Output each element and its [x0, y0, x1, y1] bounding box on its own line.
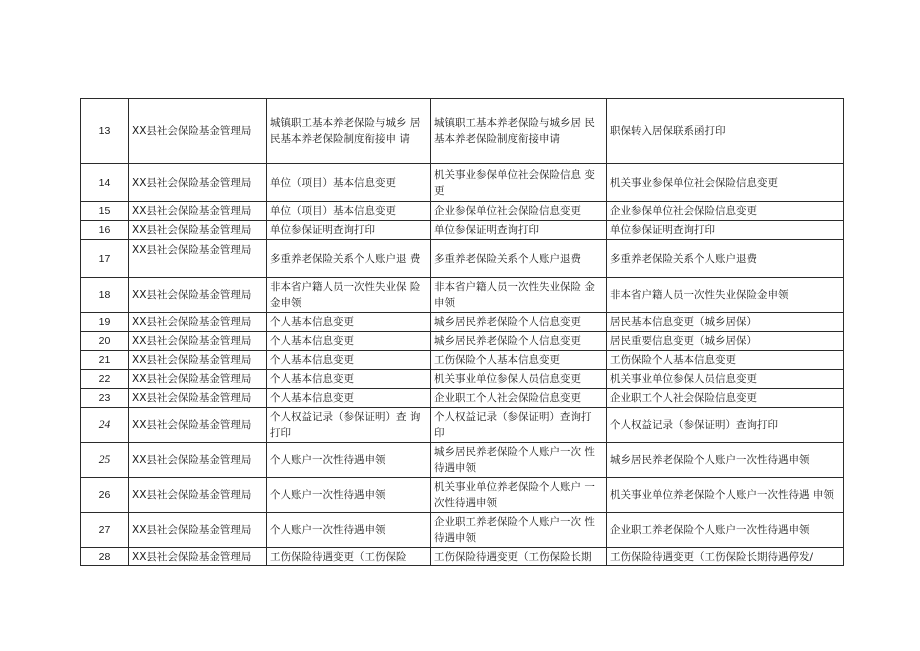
business-item: 机关事业单位参保人员信息变更 — [607, 370, 844, 389]
row-number: 19 — [81, 313, 129, 332]
matter-name: 个人基本信息变更 — [267, 332, 431, 351]
matter-name: 单位（项目）基本信息变更 — [267, 164, 431, 202]
agency-name: XX县社会保险基金管理局 — [129, 443, 267, 478]
business-item: 工伤保险个人基本信息变更 — [607, 351, 844, 370]
matter-name: 个人基本信息变更 — [267, 351, 431, 370]
business-item: 机关事业单位养老保险个人账户一次性待遇 申领 — [607, 478, 844, 513]
matter-name: 个人基本信息变更 — [267, 313, 431, 332]
table-row — [81, 278, 844, 313]
table-row — [81, 478, 844, 513]
row-number: 14 — [81, 164, 129, 202]
business-item: 企业参保单位社会保险信息变更 — [607, 202, 844, 221]
table-row — [81, 548, 844, 566]
row-number: 28 — [81, 548, 129, 566]
business-item: 居民基本信息变更（城乡居保） — [607, 313, 844, 332]
matter-name: 工伤保险待遇变更（工伤保险 — [267, 548, 431, 566]
matter-name: 个人账户一次性待遇申领 — [267, 443, 431, 478]
row-number: 23 — [81, 389, 129, 408]
service-items-table — [80, 98, 844, 566]
business-item: 城乡居民养老保险个人账户一次性待遇申领 — [607, 443, 844, 478]
business-item: 多重养老保险关系个人账户退费 — [607, 240, 844, 278]
table-row — [81, 202, 844, 221]
row-number: 13 — [81, 99, 129, 164]
business-item: 企业职工个人社会保险信息变更 — [607, 389, 844, 408]
row-number: 24 — [81, 408, 129, 443]
business-item: 个人权益记录（参保证明）查询打印 — [607, 408, 844, 443]
row-number: 17 — [81, 240, 129, 278]
agency-name: XX县社会保险基金管理局 — [129, 370, 267, 389]
table-row — [81, 443, 844, 478]
row-number: 15 — [81, 202, 129, 221]
sub-matter-name: 机关事业单位养老保险个人账户 一次性待遇申领 — [431, 478, 607, 513]
row-number: 18 — [81, 278, 129, 313]
table-row — [81, 221, 844, 240]
row-number: 20 — [81, 332, 129, 351]
agency-name: XX县社会保险基金管理局 — [129, 221, 267, 240]
sub-matter-name: 城乡居民养老保险个人账户一次 性待遇申领 — [431, 443, 607, 478]
agency-name: XX县社会保险基金管理局 — [129, 164, 267, 202]
table-row — [81, 389, 844, 408]
business-item: 居民重要信息变更（城乡居保） — [607, 332, 844, 351]
table-row — [81, 313, 844, 332]
business-item: 单位参保证明查询打印 — [607, 221, 844, 240]
table-row — [81, 99, 844, 164]
table-row — [81, 408, 844, 443]
table-row — [81, 240, 844, 278]
agency-name: XX县社会保险基金管理局 — [129, 332, 267, 351]
sub-matter-name: 机关事业单位参保人员信息变更 — [431, 370, 607, 389]
agency-name: XX县社会保险基金管理局 — [129, 408, 267, 443]
matter-name: 个人权益记录（参保证明）查 询打印 — [267, 408, 431, 443]
business-item: 企业职工养老保险个人账户一次性待遇申领 — [607, 513, 844, 548]
agency-name: XX县社会保险基金管理局 — [129, 278, 267, 313]
table-row — [81, 332, 844, 351]
agency-name: XX县社会保险基金管理局 — [129, 513, 267, 548]
table-row — [81, 370, 844, 389]
agency-name: XX县社会保险基金管理局 — [129, 351, 267, 370]
matter-name: 单位参保证明查询打印 — [267, 221, 431, 240]
sub-matter-name: 企业参保单位社会保险信息变更 — [431, 202, 607, 221]
matter-name: 城镇职工基本养老保险与城乡 居民基本养老保险制度衔接申 请 — [267, 99, 431, 164]
row-number: 25 — [81, 443, 129, 478]
sub-matter-name: 单位参保证明查询打印 — [431, 221, 607, 240]
matter-name: 单位（项目）基本信息变更 — [267, 202, 431, 221]
sub-matter-name: 企业职工个人社会保险信息变更 — [431, 389, 607, 408]
agency-name: XX县社会保险基金管理局 — [129, 548, 267, 566]
agency-name: XX县社会保险基金管理局 — [129, 389, 267, 408]
row-number: 26 — [81, 478, 129, 513]
business-item: 工伤保险待遇变更（工伤保险长期待遇停发/ — [607, 548, 844, 566]
row-number: 27 — [81, 513, 129, 548]
agency-name: XX县社会保险基金管理局 — [129, 478, 267, 513]
table-row — [81, 351, 844, 370]
agency-name: XX县社会保险基金管理局 — [129, 240, 267, 278]
sub-matter-name: 多重养老保险关系个人账户退费 — [431, 240, 607, 278]
sub-matter-name: 工伤保险个人基本信息变更 — [431, 351, 607, 370]
sub-matter-name: 非本省户籍人员一次性失业保险 金申领 — [431, 278, 607, 313]
sub-matter-name: 企业职工养老保险个人账户一次 性待遇申领 — [431, 513, 607, 548]
matter-name: 个人账户一次性待遇申领 — [267, 513, 431, 548]
matter-name: 非本省户籍人员一次性失业保 险金申领 — [267, 278, 431, 313]
sub-matter-name: 个人权益记录（参保证明）查询打 印 — [431, 408, 607, 443]
matter-name: 多重养老保险关系个人账户退 费 — [267, 240, 431, 278]
sub-matter-name: 城乡居民养老保险个人信息变更 — [431, 313, 607, 332]
table-row — [81, 513, 844, 548]
table-row — [81, 164, 844, 202]
row-number: 21 — [81, 351, 129, 370]
matter-name: 个人基本信息变更 — [267, 389, 431, 408]
row-number: 16 — [81, 221, 129, 240]
sub-matter-name: 工伤保险待遇变更（工伤保险长期 — [431, 548, 607, 566]
agency-name: XX县社会保险基金管理局 — [129, 99, 267, 164]
sub-matter-name: 机关事业参保单位社会保险信息 变更 — [431, 164, 607, 202]
agency-name: XX县社会保险基金管理局 — [129, 313, 267, 332]
business-item: 机关事业参保单位社会保险信息变更 — [607, 164, 844, 202]
row-number: 22 — [81, 370, 129, 389]
business-item: 职保转入居保联系函打印 — [607, 99, 844, 164]
business-item: 非本省户籍人员一次性失业保险金申领 — [607, 278, 844, 313]
sub-matter-name: 城镇职工基本养老保险与城乡居 民基本养老保险制度衔接申请 — [431, 99, 607, 164]
matter-name: 个人账户一次性待遇申领 — [267, 478, 431, 513]
sub-matter-name: 城乡居民养老保险个人信息变更 — [431, 332, 607, 351]
agency-name: XX县社会保险基金管理局 — [129, 202, 267, 221]
matter-name: 个人基本信息变更 — [267, 370, 431, 389]
